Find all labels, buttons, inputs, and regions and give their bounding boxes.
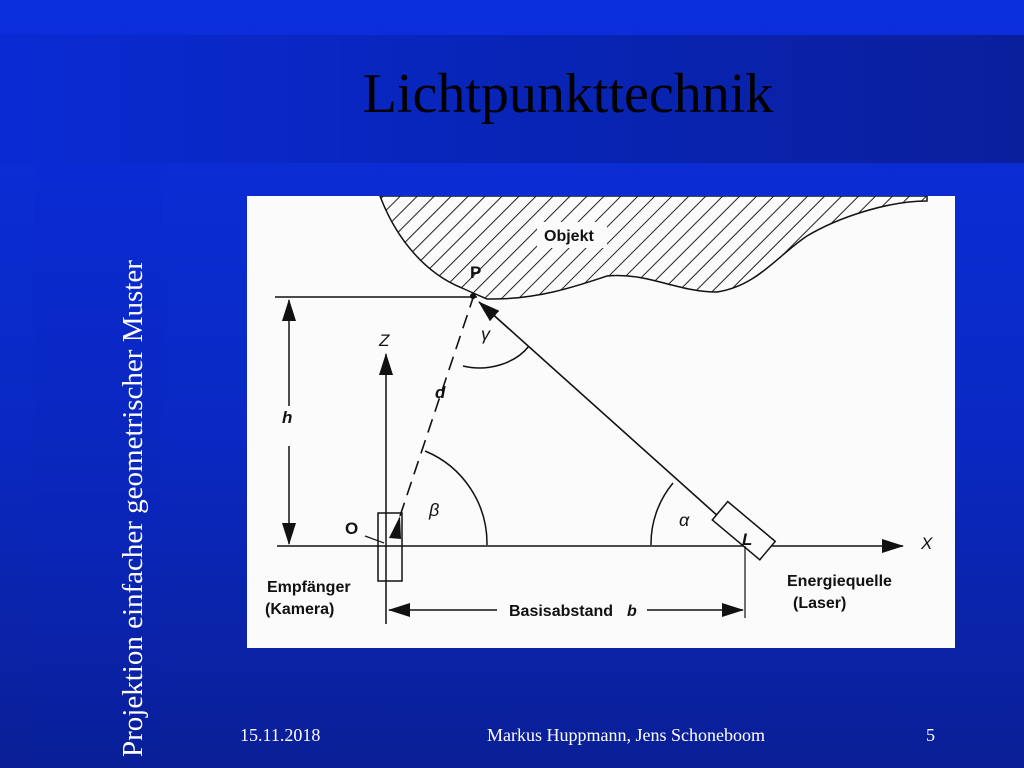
laser-label: L (742, 530, 753, 549)
gamma-label: γ (481, 324, 490, 344)
side-title: Projektion einfacher geometrischer Muster (117, 260, 149, 757)
sight-line-d (400, 298, 473, 516)
object-label: Objekt (544, 228, 594, 245)
source-label-line1: Energiequelle (787, 573, 892, 590)
point-p-label: P (470, 263, 482, 282)
origin-pointer (365, 536, 384, 543)
origin-label: O (345, 519, 359, 538)
footer-date: 15.11.2018 (240, 725, 321, 745)
beta-label: β (429, 500, 440, 520)
baseline-label: Basisabstand (509, 603, 614, 620)
d-label: d (435, 383, 446, 402)
camera-lens (389, 516, 401, 539)
source-label-line2: (Laser) (793, 595, 847, 612)
x-axis-label: X (921, 534, 933, 553)
slide-title: Lichtpunkttechnik (362, 63, 774, 125)
triangulation-diagram (247, 196, 955, 648)
footer-page-number: 5 (926, 725, 935, 745)
alpha-arc (651, 483, 673, 545)
receiver-label-line1: Empfänger (267, 579, 351, 596)
receiver-label-line2: (Kamera) (265, 601, 335, 618)
h-label: h (282, 408, 293, 427)
object-shape (380, 196, 927, 299)
alpha-label: α (679, 510, 690, 530)
laser-beam (479, 302, 729, 526)
z-axis-label: Z (379, 331, 390, 350)
beta-arc (425, 451, 487, 545)
baseline-var: b (627, 603, 637, 620)
footer-authors: Markus Huppmann, Jens Schoneboom (487, 725, 765, 745)
gamma-arc (463, 346, 529, 368)
